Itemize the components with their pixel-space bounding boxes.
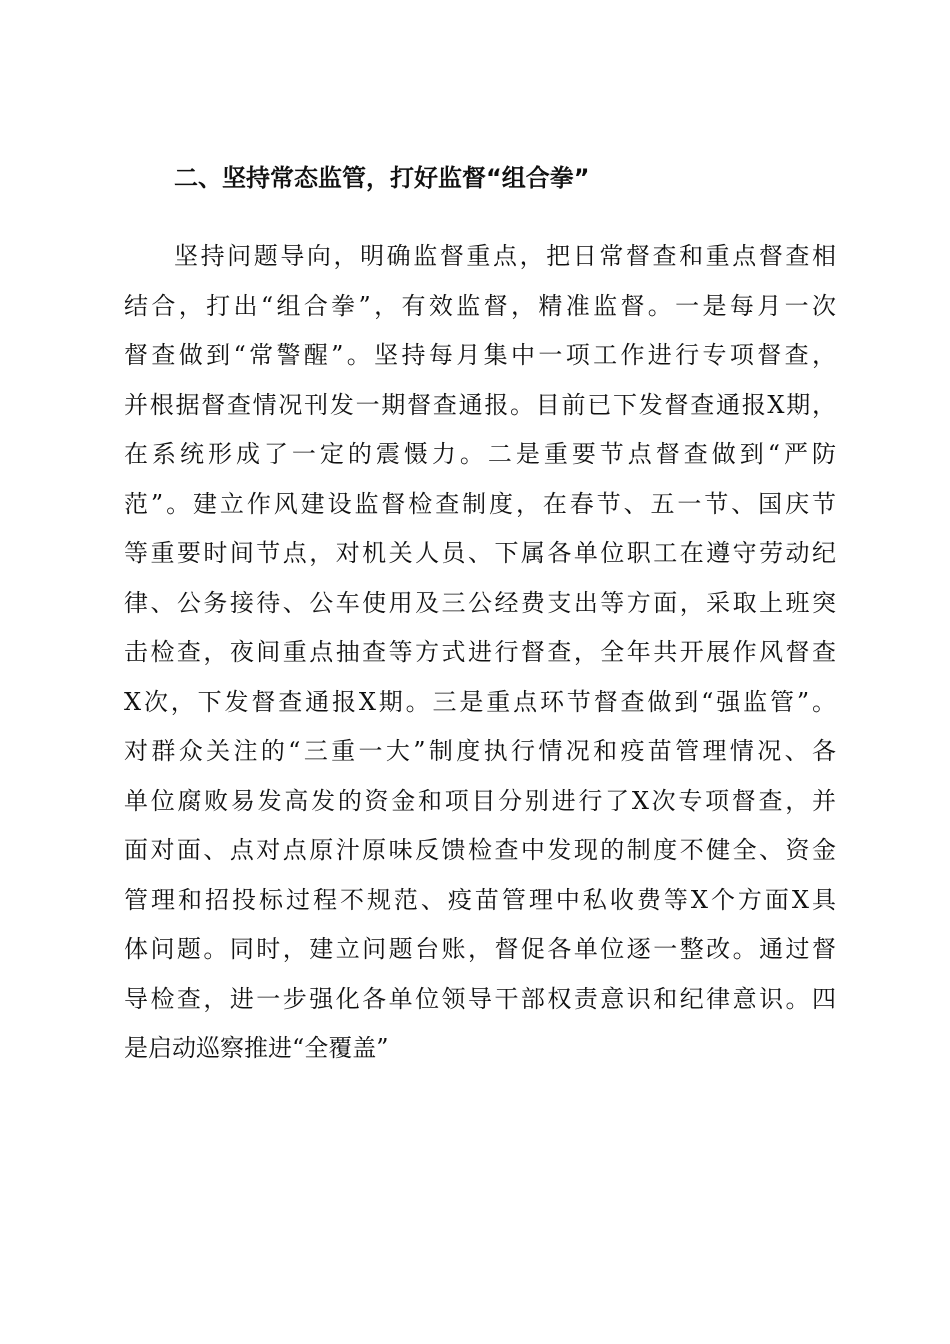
- paragraph-line: 对群众关注的“三重一大”制度执行情况和疫苗管理情况、各: [124, 737, 836, 765]
- paragraph-line: 等重要时间节点，对机关人员、下属各单位职工在遵守劳动纪: [124, 539, 836, 567]
- paragraph-line: 范”。建立作风建设监督检查制度，在春节、五一节、国庆节: [124, 489, 836, 518]
- paragraph-line: 律、公务接待、公车使用及三公经费支出等方面，采取上班突: [124, 588, 836, 617]
- paragraph-line: 在系统形成了一定的震慑力。二是重要节点督查做到“严防: [124, 440, 836, 468]
- paragraph-line: 管理和招投标过程不规范、疫苗管理中私收费等X个方面X具: [124, 885, 836, 914]
- paragraph-line: 单位腐败易发高发的资金和项目分别进行了X次专项督查，并: [124, 786, 836, 815]
- paragraph-line: 督查做到“常警醒”。坚持每月集中一项工作进行专项督查，: [124, 341, 836, 369]
- paragraph-line: 并根据督查情况刊发一期督查通报。目前已下发督查通报X期，: [124, 390, 836, 419]
- paragraph-line: 是启动巡察推进“全覆盖”: [124, 1034, 389, 1062]
- paragraph-line: 结合，打出“组合拳”，有效监督，精准监督。一是每月一次: [124, 291, 836, 320]
- paragraph-line: X次，下发督查通报X期。三是重点环节督查做到“强监管”。: [124, 687, 836, 716]
- paragraph-line: 面对面、点对点原汁原味反馈检查中发现的制度不健全、资金: [124, 836, 836, 864]
- paragraph-line: 体问题。同时，建立问题台账，督促各单位逐一整改。通过督: [124, 935, 836, 963]
- body-paragraph: [124, 232, 836, 1074]
- paragraph-line: 导检查，进一步强化各单位领导干部权责意识和纪律意识。四: [124, 984, 836, 1013]
- paragraph-line: 坚持问题导向，明确监督重点，把日常督查和重点督查相: [174, 242, 836, 270]
- section-heading: 二、坚持常态监管，打好监督“组合拳”: [174, 164, 590, 192]
- paragraph-line: 击检查，夜间重点抽查等方式进行督查，全年共开展作风督查: [124, 638, 836, 666]
